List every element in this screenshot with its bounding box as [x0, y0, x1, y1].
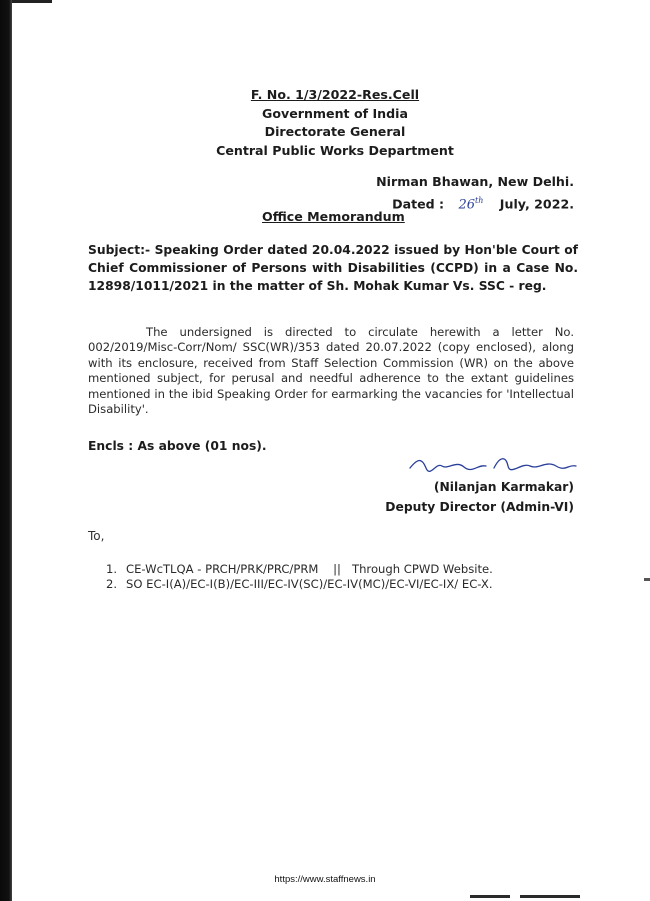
dated-label: Dated :	[392, 196, 445, 212]
signatory-block	[385, 477, 574, 517]
signatory-designation: Deputy Director (Admin-VI)	[385, 500, 574, 514]
to-label: To,	[88, 529, 105, 543]
distribution-item-number: 1.	[106, 562, 118, 576]
signatory-name: (Nilanjan Karmakar)	[433, 480, 574, 494]
org-directorate: Directorate General	[264, 124, 406, 139]
memo-title: Office Memorandum	[262, 209, 405, 224]
distribution-item-text: SO EC-I(A)/EC-I(B)/EC-III/EC-IV(SC)/EC-IV(MC)/EC-VI/EC-IX/ EC-X.	[126, 577, 493, 591]
subject-paragraph: Subject:- Speaking Order dated 20.04.2022 issued by Hon'ble Court of Chief Commissioner of Persons with Disabilities (CCPD) in a Case No. 12898/1011/2021 in the matter of Sh. Mohak Kumar Vs. SSC - reg.	[88, 243, 578, 294]
body-paragraph: The undersigned is directed to circulate herewith a letter No. 002/2019/Misc-Corr/Nom/ SSC(WR)/353 dated 20.07.2022 (copy enclosed), along with its enclosure, received from Staff Selection Commission (WR) on the above mentioned subject, for perusal and needful adherence to the extant guidelines mentioned in the ibid Speaking Order for earmarking the vacancies for 'Intellectual Disability'.	[88, 325, 574, 417]
handwritten-signature	[408, 454, 578, 476]
distribution-item	[106, 562, 576, 577]
scan-edge-shadow	[0, 0, 12, 901]
document-header	[130, 86, 540, 160]
handwritten-day: 26th	[458, 196, 484, 213]
file-number: F. No. 1/3/2022-Res.Cell	[250, 87, 420, 102]
distribution-item-text: CE-WcTLQA - PRCH/PRK/PRC/PRM || Through CPWD Website.	[126, 562, 493, 576]
date-line	[376, 191, 574, 214]
distribution-list	[106, 562, 576, 592]
scan-edge-top-mark	[12, 0, 52, 3]
signature-stroke	[408, 454, 578, 476]
org-government: Government of India	[262, 105, 408, 121]
footer-url: https://www.staffnews.in	[274, 874, 376, 885]
org-department: Central Public Works Department	[216, 142, 454, 158]
distribution-item	[106, 577, 576, 592]
place-line: Nirman Bhawan, New Delhi.	[376, 174, 574, 189]
distribution-item-number: 2.	[106, 577, 118, 591]
enclosures-line: Encls : As above (01 nos).	[88, 439, 267, 453]
scan-right-mark	[644, 578, 650, 581]
dated-month-year: July, 2022.	[499, 196, 574, 212]
place-date-block	[376, 172, 574, 214]
scan-bottom-marks	[0, 891, 650, 901]
